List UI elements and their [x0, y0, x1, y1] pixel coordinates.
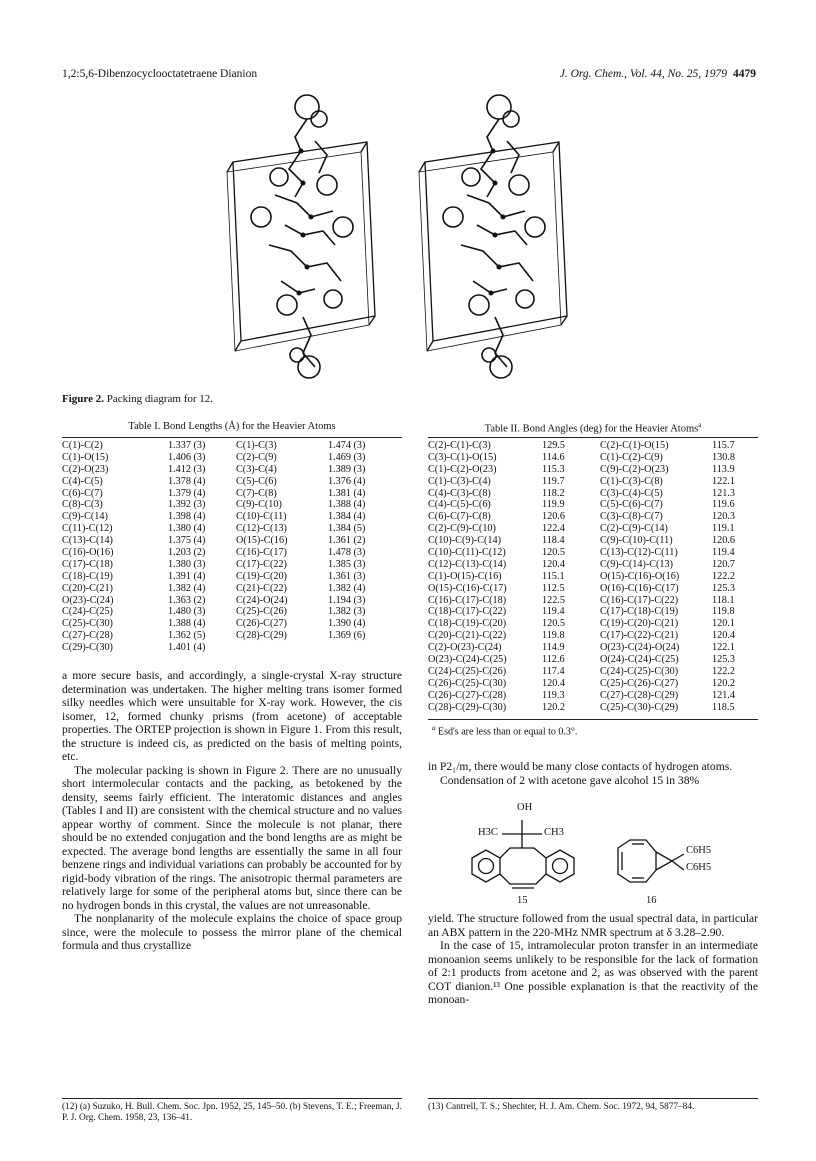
bond-value-cell: 120.4	[542, 558, 565, 570]
bond-value-cell: 1.385 (3)	[328, 558, 366, 570]
bond-value-cell: 1.391 (4)	[168, 570, 206, 582]
label-h3c: H3C	[478, 827, 498, 838]
packing-diagram	[215, 85, 615, 385]
table-row	[428, 630, 758, 642]
table2-title-footnote-mark: a	[698, 421, 702, 429]
bond-label-cell: C(10)-C(11)-C(12)	[428, 547, 506, 559]
bond-value-cell: 118.4	[542, 535, 565, 547]
table-row	[428, 464, 758, 476]
table2-bottom-rule	[428, 719, 758, 720]
bond-value-cell: 1.363 (2)	[168, 594, 206, 606]
bond-label-cell: C(2)-C(1)-O(15)	[600, 440, 669, 451]
table-row	[428, 571, 758, 583]
bond-value-cell: 120.7	[712, 558, 735, 570]
bond-value-cell	[328, 642, 398, 654]
bond-value-cell: 119.4	[542, 606, 565, 618]
table-row	[428, 499, 758, 511]
bond-label-cell: C(1)-C(2)-O(23)	[428, 463, 497, 475]
label-15: 15	[517, 895, 528, 906]
bond-value-cell: 119.4	[712, 547, 735, 559]
bond-value-cell: 112.5	[542, 582, 565, 594]
bond-value-cell: 1.474 (3)	[328, 440, 366, 451]
bond-value-cell: 1.384 (4)	[328, 511, 366, 523]
bond-label-cell: C(16)-C(17)	[236, 547, 287, 559]
bond-label-cell: C(17)-C(18)-C(19)	[600, 606, 679, 618]
bond-value-cell: 1.194 (3)	[328, 594, 366, 606]
bond-value-cell: 1.389 (3)	[328, 463, 366, 475]
bond-label-cell: C(25)-C(30)	[62, 618, 113, 630]
bond-label-cell: C(18)-C(19)	[62, 570, 113, 582]
right-column-text-bottom	[428, 912, 758, 1007]
bond-label-cell: C(21)-C(22)	[236, 582, 287, 594]
bond-value-cell: 119.6	[712, 499, 735, 511]
bond-label-cell: C(1)-C(3)	[236, 440, 277, 451]
figure-caption-text: Packing diagram for 12.	[106, 393, 214, 405]
bond-label-cell: C(16)-C(17)-C(22)	[600, 594, 679, 606]
bond-label-cell: C(3)-C(4)	[236, 463, 277, 475]
page-number: 4479	[733, 68, 756, 80]
bond-label-cell: C(26)-C(27)	[236, 618, 287, 630]
bond-label-cell: C(26)-C(25)-C(30)	[428, 677, 507, 689]
bond-value-cell: 1.478 (3)	[328, 547, 366, 559]
label-c6h5-a: C6H5	[686, 845, 712, 856]
bond-label-cell: O(16)-C(16)-C(17)	[600, 582, 679, 594]
bond-label-cell: C(3)-C(1)-O(15)	[428, 451, 497, 463]
bond-label-cell: C(11)-C(12)	[62, 523, 113, 535]
table-row	[62, 499, 402, 511]
bond-label-cell: C(3)-C(4)-C(5)	[600, 487, 663, 499]
bond-label-cell: C(24)-C(25)-C(30)	[600, 665, 679, 677]
bond-label-cell: C(4)-C(3)-C(8)	[428, 487, 491, 499]
bond-label-cell: C(10)-C(11)	[236, 511, 287, 523]
bond-value-cell: 114.9	[542, 642, 565, 654]
bond-value-cell: 1.388 (4)	[168, 618, 206, 630]
bond-value-cell: 118.5	[712, 701, 735, 713]
bond-value-cell: 1.203 (2)	[168, 547, 206, 559]
bond-label-cell: C(3)-C(8)-C(7)	[600, 511, 663, 523]
bond-label-cell: O(15)-C(16)-C(17)	[428, 582, 507, 594]
bond-label-cell: C(16)-O(16)	[62, 547, 114, 559]
label-16: 16	[646, 895, 657, 906]
bond-value-cell: 119.9	[542, 499, 565, 511]
bond-label-cell: C(9)-C(14)-C(13)	[600, 558, 673, 570]
bond-label-cell: C(19)-C(20)	[236, 570, 287, 582]
journal-citation: J. Org. Chem., Vol. 44, No. 25, 1979	[559, 68, 727, 80]
paragraph-1: a more secure basis, and accordingly, a single-crystal X-ray structure determination was undertaken. The higher melting trans isomer formed silky needles which were unsuitable for X-ray work. However, the cis isomer, 12, formed chunky prisms (from acetone) of acceptable properties. The ORTEP projection is shown in Figure 1. From this result, the structure is indeed cis, as predicted on the basis of melting points, etc.	[62, 669, 402, 763]
bond-label-cell: C(18)-C(17)-C(22)	[428, 606, 507, 618]
bond-value-cell: 119.8	[712, 606, 735, 618]
table-row	[62, 583, 402, 595]
right-footnote-rule	[428, 1098, 758, 1099]
bond-label-cell: C(17)-C(22)	[236, 558, 287, 570]
bond-value-cell: 1.337 (3)	[168, 440, 206, 451]
bond-value-cell: 119.7	[542, 475, 565, 487]
reference-12: (12) (a) Suzuko, H. Bull. Chem. Soc. Jpn. 1952, 25, 145–50. (b) Stevens, T. E.; Freeman, J. P. J. Org. Chem. 1958, 23, 136–41.	[62, 1102, 402, 1123]
table2-title-text: Table II. Bond Angles (deg) for the Heavier Atoms	[484, 423, 699, 435]
table-row	[428, 440, 758, 452]
table-row	[62, 464, 402, 476]
table-row	[428, 666, 758, 678]
bond-value-cell: 1.406 (3)	[168, 451, 206, 463]
label-ch3: CH3	[544, 827, 564, 838]
table-row	[428, 511, 758, 523]
bond-label-cell: C(25)-C(26)-C(27)	[600, 677, 679, 689]
table-row	[62, 559, 402, 571]
table-row	[428, 488, 758, 500]
table-row	[62, 440, 402, 452]
bond-label-cell: C(1)-C(2)-C(9)	[600, 451, 663, 463]
bond-value-cell: 1.384 (5)	[328, 523, 366, 535]
bond-label-cell: C(7)-C(8)	[236, 487, 277, 499]
bond-value-cell: 1.382 (4)	[328, 582, 366, 594]
figure-caption	[62, 393, 213, 405]
bond-label-cell: O(24)-C(24)-C(25)	[600, 654, 679, 666]
table-row	[428, 523, 758, 535]
bond-value-cell: 115.7	[712, 440, 735, 451]
bond-value-cell: 119.8	[542, 630, 565, 642]
table-row	[428, 606, 758, 618]
paragraph-2: The molecular packing is shown in Figure 2. There are no unusually short intermolecular contacts and the packing, as betokened by the density, seems fairly efficient. The interatomic distances and angles (Tables I and II) are consistent with the chemical structure and no values appear worthy of comment. Since the molecule is not planar, there should be no extended conjugation and the bond lengths are as might be expected. The average bond lengths are essentially the same in all four benzene rings and individual variations can probably be accounted for by rigid-body vibration of the rings. The anisotropic thermal parameters are relatively large for some of the peripheral atoms but, since there can be no hydrogen bonds in this crystal, the values are not unreasonable.	[62, 763, 402, 912]
bond-label-cell: C(16)-C(17)-C(18)	[428, 594, 507, 606]
table-row	[428, 654, 758, 666]
table-row	[62, 618, 402, 630]
bond-label-cell: C(6)-C(7)	[62, 487, 103, 499]
bond-value-cell: 119.1	[712, 523, 735, 535]
bond-label-cell: C(27)-C(28)	[62, 630, 113, 642]
table2-title	[428, 421, 758, 435]
bond-value-cell: 121.3	[712, 487, 735, 499]
table-row	[62, 523, 402, 535]
reference-13: (13) Cantrell, T. S.; Shechter, H. J. Am. Chem. Soc. 1972, 94, 5877–84.	[428, 1102, 695, 1112]
left-column-text	[62, 669, 402, 953]
bond-value-cell: 1.362 (5)	[168, 630, 206, 642]
bond-value-cell: 120.4	[712, 630, 735, 642]
bond-label-cell: C(9)-C(10)-C(11)	[600, 535, 673, 547]
bond-value-cell: 125.3	[712, 582, 735, 594]
bond-value-cell: 120.2	[712, 677, 735, 689]
bond-label-cell: C(26)-C(27)-C(28)	[428, 689, 507, 701]
bond-label-cell: C(1)-C(3)-C(4)	[428, 475, 491, 487]
bond-label-cell: C(13)-C(12)-C(11)	[600, 547, 678, 559]
bond-value-cell: 1.412 (3)	[168, 463, 206, 475]
bond-label-cell: C(1)-C(3)-C(8)	[600, 475, 663, 487]
bond-label-cell: C(4)-C(5)-C(6)	[428, 499, 491, 511]
table1-body	[62, 440, 402, 654]
bond-value-cell: 120.2	[542, 701, 565, 713]
paragraph-3: The nonplanarity of the molecule explains the choice of space group since, were the molecule to possess the mirror plane of the chemical formula and thus crystallize	[62, 912, 402, 952]
bond-value-cell: 1.390 (4)	[328, 618, 366, 630]
bond-value-cell: 120.5	[542, 618, 565, 630]
paragraph-r2: Condensation of 2 with acetone gave alcohol 15 in 38%	[440, 773, 700, 787]
bond-value-cell: 1.469 (3)	[328, 451, 366, 463]
bond-label-cell: C(28)-C(29)	[236, 630, 287, 642]
bond-label-cell: C(27)-C(28)-C(29)	[600, 689, 679, 701]
bond-label-cell: C(24)-C(25)-C(26)	[428, 665, 507, 677]
bond-value-cell: 1.375 (4)	[168, 535, 206, 547]
table-row	[62, 511, 402, 523]
bond-value-cell: 1.382 (3)	[328, 606, 366, 618]
bond-value-cell: 122.5	[542, 594, 565, 606]
bond-value-cell: 122.2	[712, 570, 735, 582]
bond-label-cell: C(6)-C(7)-C(8)	[428, 511, 491, 523]
bond-label-cell: C(4)-C(5)	[62, 475, 103, 487]
table-row	[428, 535, 758, 547]
bond-value-cell: 1.388 (4)	[328, 499, 366, 511]
left-footnote-rule	[62, 1098, 402, 1099]
table-row	[62, 488, 402, 500]
table-row	[62, 571, 402, 583]
table-row	[62, 595, 402, 607]
table-row	[428, 547, 758, 559]
bond-label-cell: C(2)-O(23)-C(24)	[428, 642, 502, 654]
paragraph-r1: in P2₁/m, there would be many close contacts of hydrogen atoms.	[428, 760, 733, 773]
bond-label-cell: C(5)-C(6)	[236, 475, 277, 487]
running-head-journal	[560, 68, 756, 80]
bond-value-cell: 1.379 (4)	[168, 487, 206, 499]
bond-label-cell: C(8)-C(3)	[62, 499, 103, 511]
bond-label-cell: C(20)-C(21)-C(22)	[428, 630, 507, 642]
bond-value-cell: 1.382 (4)	[168, 582, 206, 594]
right-column-text-top	[428, 760, 758, 787]
table-row	[62, 642, 402, 654]
bond-label-cell: C(12)-C(13)	[236, 523, 287, 535]
bond-value-cell: 120.4	[542, 677, 565, 689]
table1-title: Table I. Bond Lengths (Å) for the Heavier Atoms	[128, 421, 336, 432]
bond-label-cell: C(5)-C(6)-C(7)	[600, 499, 663, 511]
label-oh: OH	[517, 802, 533, 813]
table-row	[62, 535, 402, 547]
bond-value-cell: 115.3	[542, 463, 565, 475]
bond-value-cell: 1.480 (3)	[168, 606, 206, 618]
table-row	[428, 618, 758, 630]
bond-value-cell: 114.6	[542, 451, 565, 463]
table-row	[428, 642, 758, 654]
table2-body	[428, 440, 758, 713]
table-row	[62, 547, 402, 559]
bond-value-cell: 1.378 (4)	[168, 475, 206, 487]
bond-value-cell: 115.1	[542, 570, 565, 582]
bond-value-cell: 1.401 (4)	[168, 642, 206, 654]
paragraph-r3: yield. The structure followed from the usual spectral data, in particular an ABX pattern in the 220-MHz NMR spectrum at δ 3.28–2.90.	[428, 912, 758, 939]
table1-top-rule	[62, 437, 402, 438]
bond-value-cell: 118.1	[712, 594, 735, 606]
table-row	[428, 595, 758, 607]
bond-value-cell: 117.4	[542, 665, 565, 677]
bond-label-cell: C(1)-O(15)-C(16)	[428, 570, 502, 582]
bond-label-cell: O(15)-C(16)-O(16)	[600, 570, 680, 582]
table-row	[428, 678, 758, 690]
bond-label-cell: C(10)-C(9)-C(14)	[428, 535, 501, 547]
bond-value-cell: 122.2	[712, 665, 735, 677]
bond-value-cell: 121.4	[712, 689, 735, 701]
table-row	[62, 452, 402, 464]
bond-label-cell: C(2)-C(1)-C(3)	[428, 440, 491, 451]
bond-label-cell: C(9)-C(10)	[236, 499, 282, 511]
table-row	[428, 452, 758, 464]
bond-value-cell: 120.5	[542, 547, 565, 559]
bond-label-cell: C(12)-C(13)-C(14)	[428, 558, 507, 570]
bond-value-cell: 122.1	[712, 475, 735, 487]
bond-label-cell: C(17)-C(22)-C(21)	[600, 630, 679, 642]
bond-value-cell: 113.9	[712, 463, 735, 475]
bond-value-cell: 1.392 (3)	[168, 499, 206, 511]
bond-label-cell: C(19)-C(20)-C(21)	[600, 618, 679, 630]
table-row	[62, 630, 402, 642]
label-c6h5-b: C6H5	[686, 862, 712, 873]
bond-value-cell: 1.398 (4)	[168, 511, 206, 523]
bond-label-cell: C(2)-C(9)-C(10)	[428, 523, 496, 535]
bond-value-cell: 1.380 (3)	[168, 558, 206, 570]
bond-value-cell: 1.361 (2)	[328, 535, 366, 547]
bond-value-cell: 1.381 (4)	[328, 487, 366, 499]
bond-value-cell: 129.5	[542, 440, 565, 451]
table-row	[428, 559, 758, 571]
bond-value-cell: 118.2	[542, 487, 565, 499]
bond-label-cell: C(28)-C(29)-C(30)	[428, 701, 507, 713]
bond-value-cell: 120.1	[712, 618, 735, 630]
bond-value-cell: 119.3	[542, 689, 565, 701]
bond-value-cell: 122.1	[712, 642, 735, 654]
bond-label-cell: C(17)-C(18)	[62, 558, 113, 570]
table-row	[428, 690, 758, 702]
running-head-title: 1,2:5,6-Dibenzocyclooctatetraene Dianion	[62, 68, 258, 80]
table2-footnote-mark: a	[432, 724, 436, 732]
bond-value-cell: 125.3	[712, 654, 735, 666]
bond-value-cell: 1.376 (4)	[328, 475, 366, 487]
bond-value-cell: 1.361 (3)	[328, 570, 366, 582]
bond-value-cell: 120.6	[712, 535, 735, 547]
bond-label-cell: C(2)-C(9)-C(14)	[600, 523, 668, 535]
bond-value-cell: 130.8	[712, 451, 735, 463]
bond-label-cell: C(1)-O(15)	[62, 451, 109, 463]
bond-label-cell: C(29)-C(30)	[62, 642, 113, 654]
bond-label-cell: O(15)-C(16)	[236, 535, 288, 547]
table-row	[428, 702, 758, 714]
bond-value-cell: 1.369 (6)	[328, 630, 366, 642]
table-row	[428, 476, 758, 488]
bond-label-cell: C(1)-C(2)	[62, 440, 103, 451]
table2-footnote-text: Esd's are less than or equal to 0.3°.	[438, 726, 578, 738]
bond-label-cell: C(2)-C(9)	[236, 451, 277, 463]
bond-label-cell: O(23)-C(24)-O(24)	[600, 642, 680, 654]
bond-label-cell: C(2)-O(23)	[62, 463, 109, 475]
bond-label-cell: C(13)-C(14)	[62, 535, 113, 547]
bond-value-cell: 122.4	[542, 523, 565, 535]
bond-label-cell: O(23)-C(24)-C(25)	[428, 654, 507, 666]
table2-footnote	[432, 724, 577, 737]
bond-value-cell: 1.380 (4)	[168, 523, 206, 535]
bond-label-cell: C(25)-C(30)-C(29)	[600, 701, 679, 713]
bond-label-cell: C(24)-C(25)	[62, 606, 113, 618]
bond-value-cell: 112.6	[542, 654, 565, 666]
bond-value-cell: 120.6	[542, 511, 565, 523]
bond-label-cell: C(24)-O(24)	[236, 594, 288, 606]
paragraph-r4: In the case of 15, intramolecular proton transfer in an intermediate monoanion seems unlikely to be responsible for the lack of formation of 2:1 products from acetone and 2, as was observed with the parent COT dianion.¹³ One possible explanation is that the reactivity of the monoan-	[428, 939, 758, 1006]
bond-label-cell: C(20)-C(21)	[62, 582, 113, 594]
table-row	[62, 606, 402, 618]
table-row	[428, 583, 758, 595]
table2-top-rule	[428, 437, 758, 438]
table-row	[62, 476, 402, 488]
bond-label-cell: O(23)-C(24)	[62, 594, 114, 606]
figure-label: Figure 2.	[62, 393, 104, 405]
bond-label-cell: C(25)-C(26)	[236, 606, 287, 618]
bond-label-cell: C(18)-C(19)-C(20)	[428, 618, 507, 630]
bond-value-cell: 120.3	[712, 511, 735, 523]
bond-label-cell: C(9)-C(2)-O(23)	[600, 463, 669, 475]
bond-label-cell	[236, 642, 328, 654]
bond-label-cell: C(9)-C(14)	[62, 511, 108, 523]
